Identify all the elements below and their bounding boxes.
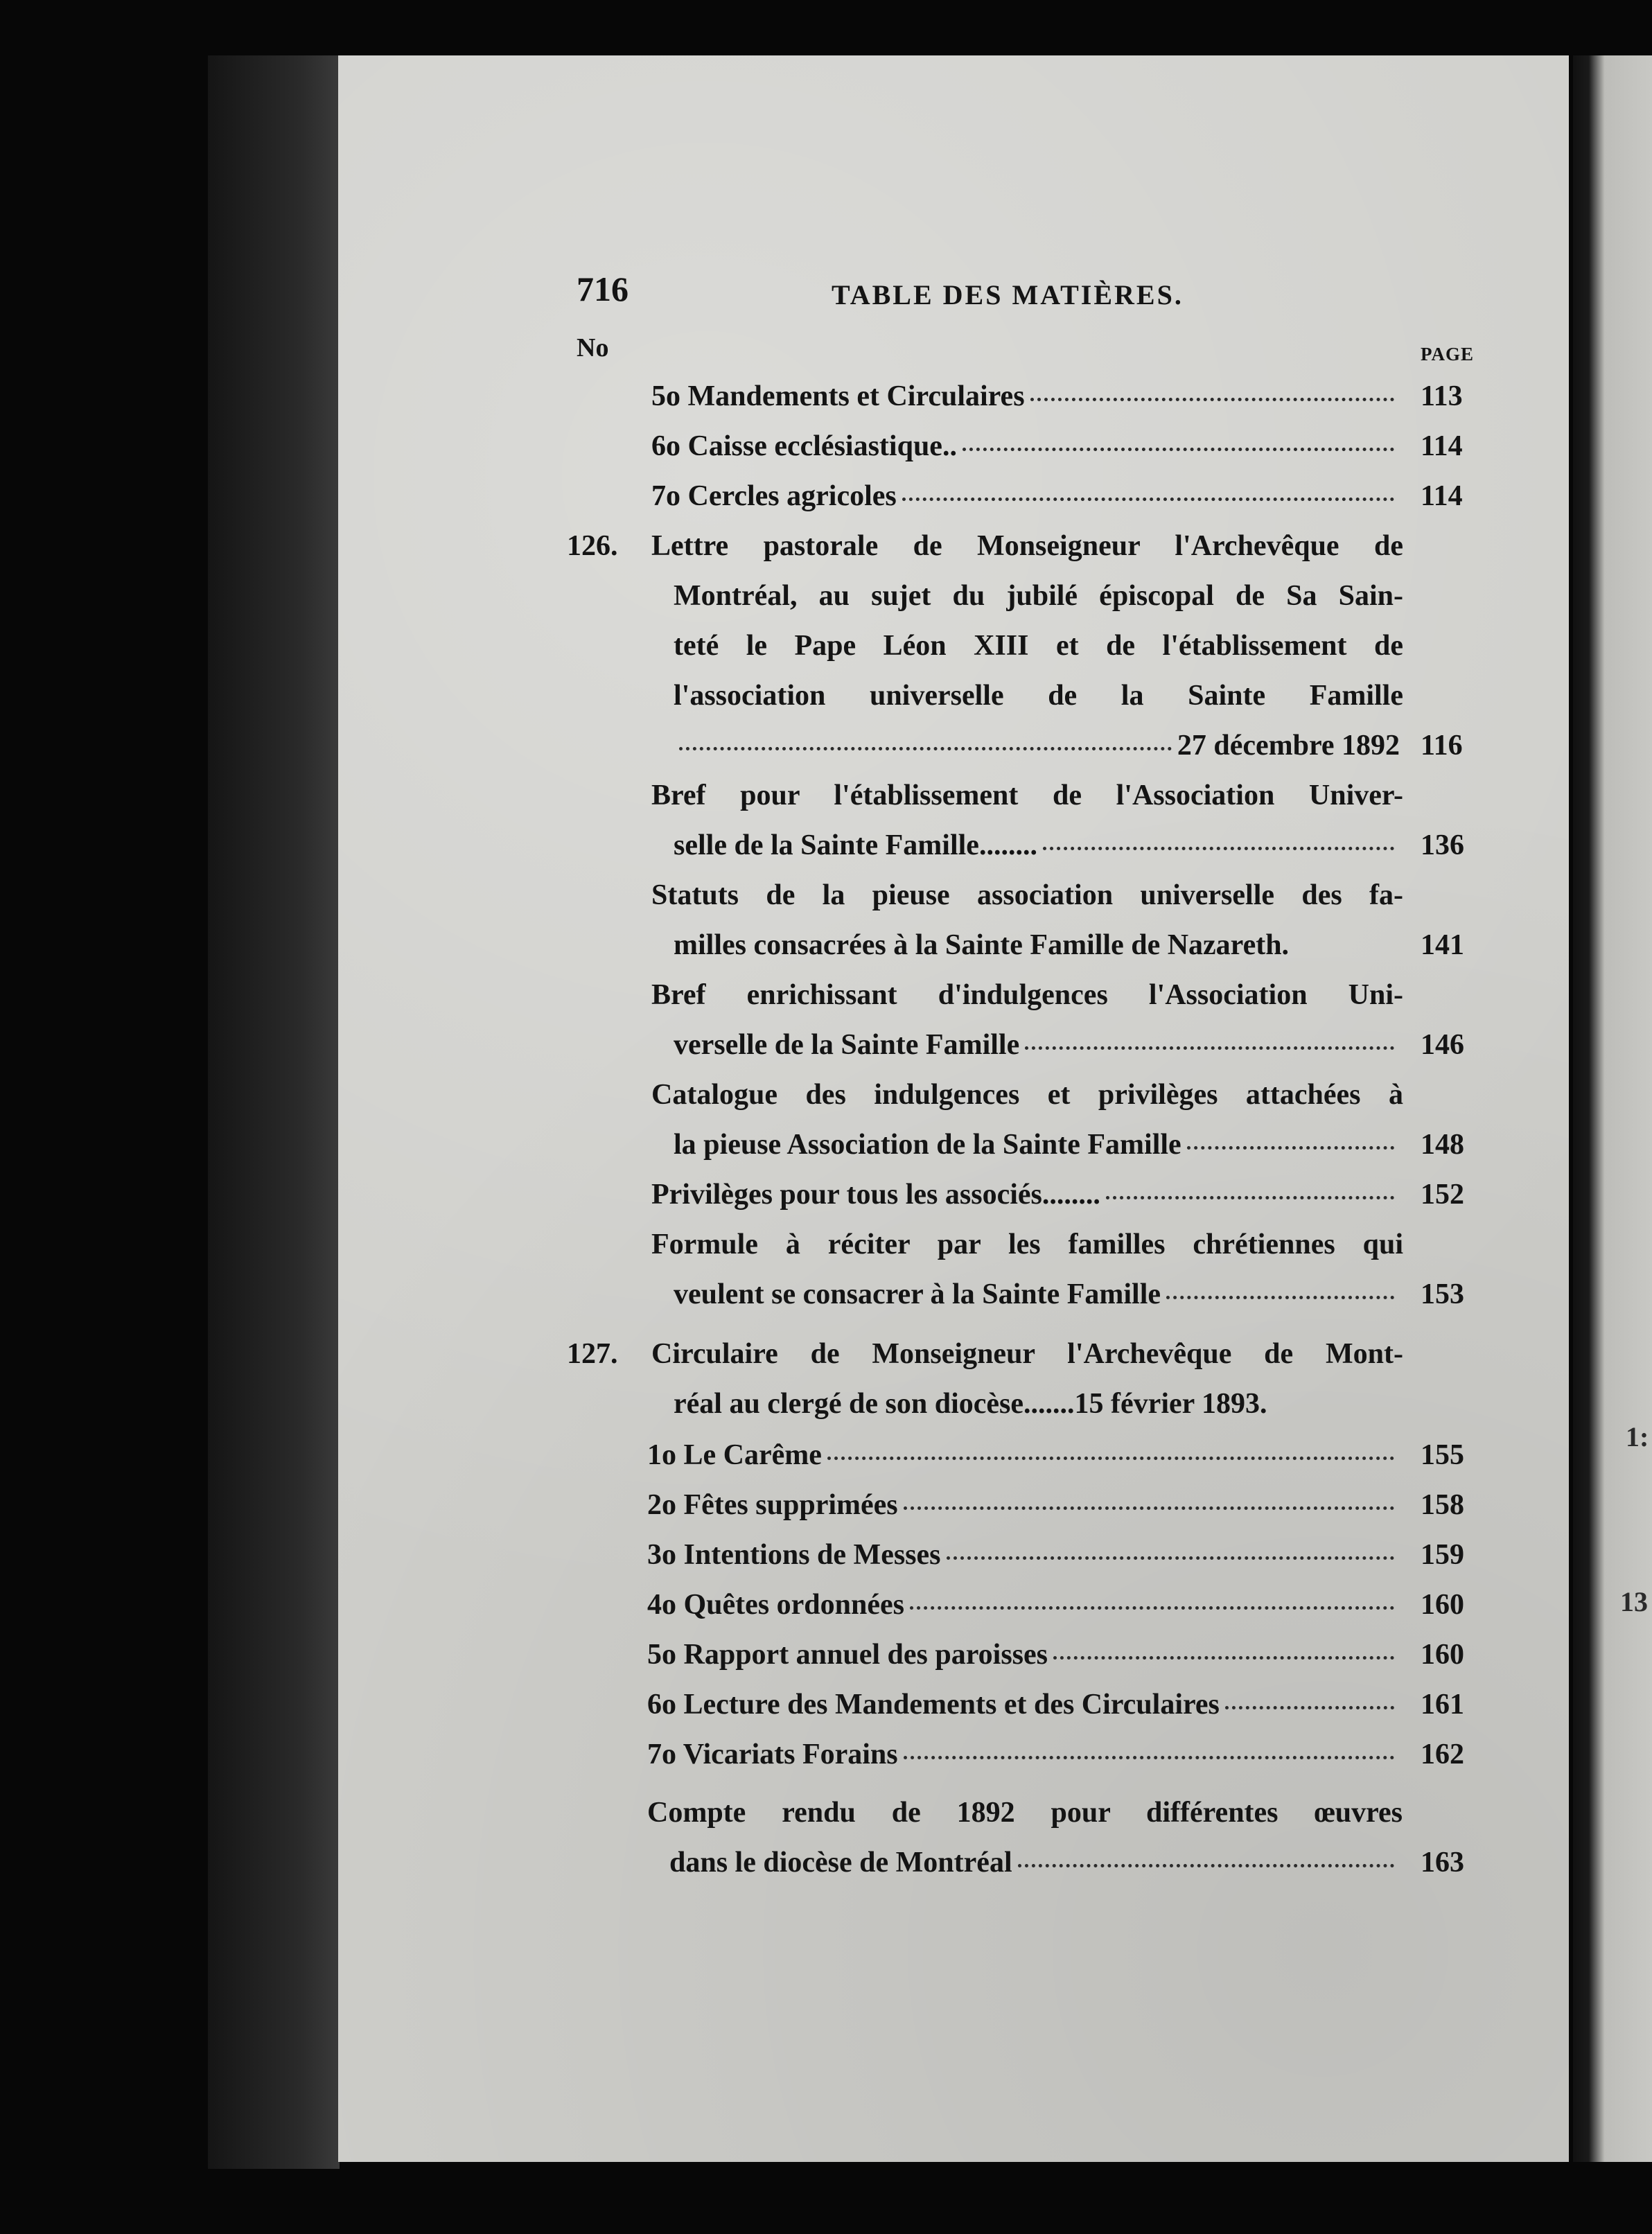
toc-text: Montréal, au sujet du jubilé épiscopal de Sa Sain-: [674, 580, 1403, 612]
toc-page: 114: [1421, 430, 1463, 462]
leader-dots: [1053, 1656, 1394, 1660]
toc-text: 7o Vicariats Forains: [647, 1739, 898, 1770]
leader-dots: [947, 1556, 1394, 1560]
toc-text: Privilèges pour tous les associés........: [651, 1179, 1100, 1211]
leader-dots: [1025, 1046, 1394, 1050]
toc-text: réal au clergé de son diocèse.......15 février 1893.: [674, 1388, 1267, 1420]
number-column-header: No: [577, 333, 609, 362]
toc-text: Bref pour l'établissement de l'Association Univer-: [651, 780, 1403, 811]
leader-dots: [904, 1506, 1394, 1510]
toc-text: Compte rendu de 1892 pour différentes œuvres: [647, 1797, 1403, 1829]
toc-line: [674, 829, 1400, 870]
toc-text: milles consacrées à la Sainte Famille de Nazareth.: [674, 929, 1290, 961]
toc-page: 114: [1421, 480, 1463, 512]
leader-dots: [902, 498, 1394, 501]
toc-text: veulent se consacrer à la Sainte Famille: [674, 1278, 1161, 1310]
toc-line: [651, 480, 1400, 521]
toc-line: [674, 1128, 1400, 1170]
toc-line: [651, 1178, 1400, 1220]
toc-page: 155: [1421, 1439, 1464, 1471]
leader-dots: [1187, 1146, 1394, 1150]
entry-number: 126.: [567, 530, 618, 562]
toc-page: 160: [1421, 1639, 1464, 1671]
toc-line: [674, 729, 1400, 771]
leader-dots: [1018, 1864, 1394, 1867]
entry-number: 127.: [567, 1338, 618, 1370]
facing-page-fragment: 13: [1620, 1586, 1648, 1617]
toc-date: 27 décembre 1892: [1177, 730, 1400, 762]
toc-line: [674, 1028, 1400, 1070]
leader-dots: [963, 448, 1394, 451]
toc-text: 3o Intentions de Messes: [647, 1539, 941, 1571]
toc-text: 1o Le Carême: [647, 1439, 822, 1471]
toc-text: selle de la Sainte Famille........: [674, 829, 1037, 861]
leader-dots: [1166, 1296, 1394, 1299]
toc-text: 2o Fêtes supprimées: [647, 1489, 898, 1521]
toc-text: 5o Mandements et Circulaires: [651, 380, 1025, 412]
toc-text: l'association universelle de la Sainte Famille: [674, 680, 1403, 712]
page-number: 716: [577, 270, 629, 308]
toc-page: 148: [1421, 1129, 1464, 1161]
toc-text: Catalogue des indulgences et privilèges attachées à: [651, 1079, 1403, 1111]
leader-dots: [904, 1756, 1394, 1759]
toc-page: 160: [1421, 1589, 1464, 1621]
toc-page: 136: [1421, 829, 1464, 861]
facing-page-fragment: 1:: [1626, 1421, 1649, 1452]
toc-page: 162: [1421, 1739, 1464, 1770]
leader-dots: [1225, 1706, 1394, 1709]
leader-dots: [1030, 398, 1394, 401]
toc-text: 5o Rapport annuel des paroisses: [647, 1639, 1048, 1671]
toc-line: [647, 1638, 1400, 1680]
toc-page: 141: [1421, 929, 1464, 961]
toc-text: Bref enrichissant d'indulgences l'Association Uni-: [651, 979, 1403, 1011]
toc-page: 153: [1421, 1278, 1464, 1310]
toc-text: 4o Quêtes ordonnées: [647, 1589, 904, 1621]
toc-line: [647, 1439, 1400, 1480]
leader-dots: [1043, 847, 1394, 850]
leader-dots: [910, 1606, 1394, 1610]
toc-page: 158: [1421, 1489, 1464, 1521]
toc-page: 159: [1421, 1539, 1464, 1571]
toc-text: 7o Cercles agricoles: [651, 480, 897, 512]
toc-text: 6o Caisse ecclésiastique..: [651, 430, 957, 462]
toc-text: dans le diocèse de Montréal: [669, 1847, 1012, 1879]
toc-text: Lettre pastorale de Monseigneur l'Archevêque de: [651, 530, 1403, 562]
leader-dots: [827, 1457, 1394, 1460]
toc-text: verselle de la Sainte Famille: [674, 1029, 1020, 1061]
toc-page: 161: [1421, 1689, 1464, 1721]
toc-line: [647, 1738, 1400, 1779]
toc-text: Circulaire de Monseigneur l'Archevêque de Mont-: [651, 1338, 1403, 1370]
toc-line: [647, 1688, 1400, 1730]
toc-text: teté le Pape Léon XIII et de l'établissement de: [674, 630, 1403, 662]
toc-text: la pieuse Association de la Sainte Famille: [674, 1129, 1181, 1161]
toc-page: 113: [1421, 380, 1463, 412]
toc-line: [674, 1278, 1400, 1319]
toc-text: 6o Lecture des Mandements et des Circulaires: [647, 1689, 1220, 1721]
leader-dots: [1106, 1196, 1394, 1199]
toc-text: Formule à réciter par les familles chrétiennes qui: [651, 1229, 1403, 1260]
toc-line: [647, 1538, 1400, 1580]
toc-line: [669, 1846, 1400, 1888]
toc-line: [647, 1588, 1400, 1630]
toc-page: 163: [1421, 1847, 1464, 1879]
toc-line: [651, 430, 1400, 471]
page-column-header: PAGE: [1421, 344, 1474, 364]
toc-page: 146: [1421, 1029, 1464, 1061]
toc-page: 116: [1421, 730, 1463, 762]
leader-dots: [679, 747, 1172, 750]
page-title: TABLE DES MATIÈRES.: [832, 279, 1184, 310]
toc-line: [651, 380, 1400, 421]
toc-line: [647, 1488, 1400, 1530]
toc-text: Statuts de la pieuse association universelle des fa-: [651, 879, 1403, 911]
toc-page: 152: [1421, 1179, 1464, 1211]
